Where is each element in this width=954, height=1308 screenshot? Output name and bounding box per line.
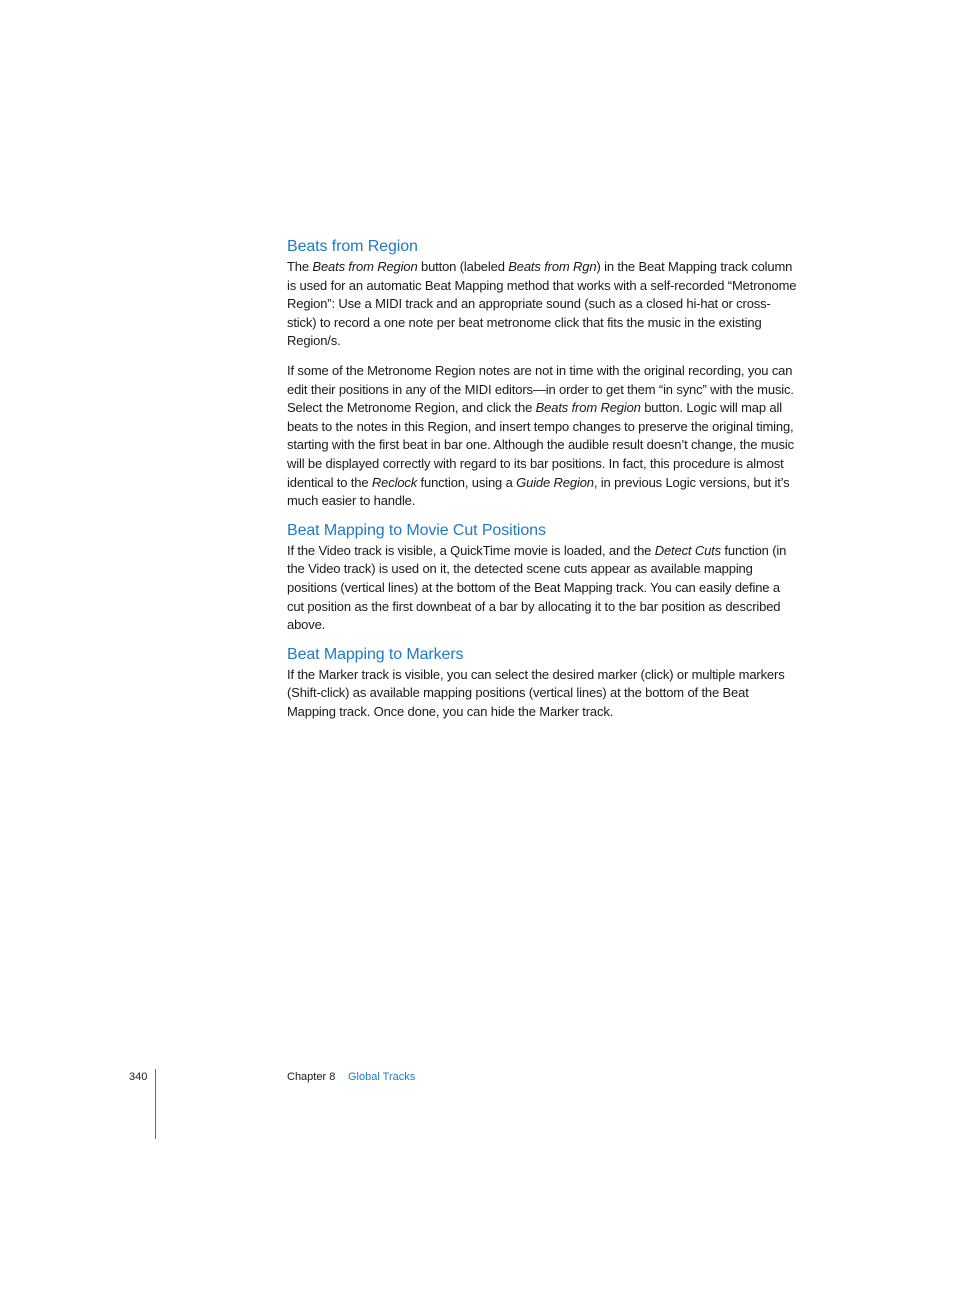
section-heading: Beat Mapping to Movie Cut Positions bbox=[287, 521, 546, 539]
section-beat-mapping-markers bbox=[287, 644, 797, 722]
page-number: 340 bbox=[129, 1071, 148, 1083]
footer-chapter-label: Chapter 8 bbox=[287, 1071, 336, 1083]
italic-term: Beats from Region bbox=[312, 259, 418, 274]
body-paragraph: The Beats from Region button (labeled Beats from Rgn) in the Beat Mapping track column is used for an automatic Beat Mapping method that works with a self-recorded “Metronome Region”: Use a MIDI track and an appropriate sound (such as a closed hi-hat or cross-stick) to record a one note per beat metronome click that fits the music in the existing Region/s. bbox=[287, 259, 797, 349]
italic-term: Detect Cuts bbox=[654, 542, 721, 558]
section-beats-from-region bbox=[287, 236, 797, 511]
body-paragraph: If some of the Metronome Region notes are not in time with the original recording, you can edit their positions in any of the MIDI editors—in order to get them “in sync” with the music. Select the Metronome Region, and click the Beats from Region button. Logic will map all beats to the notes in this Region, and insert tempo changes to preserve the original timing, starting with the first beat in bar one. Although the audible result doesn’t change, the music will be displayed correctly with regard to its bar positions. In fact, this procedure is almost identical to the Reclock function, using a Guide Region, in previous Logic versions, but it’s much easier to handle. bbox=[287, 362, 794, 509]
footer-divider bbox=[155, 1069, 156, 1139]
section-heading: Beat Mapping to Markers bbox=[287, 645, 464, 663]
section-heading: Beats from Region bbox=[287, 238, 418, 255]
italic-term: Guide Region bbox=[516, 474, 594, 490]
italic-term: Beats from Region bbox=[535, 400, 641, 416]
footer-chapter-title: Global Tracks bbox=[348, 1071, 416, 1083]
page-content bbox=[287, 236, 797, 732]
body-paragraph: If the Marker track is visible, you can select the desired marker (click) or multiple markers (Shift-click) as available mapping positions (vertical lines) at the bottom of the Beat Mapping track. Once done, you can hide the Marker track. bbox=[287, 666, 785, 719]
italic-term: Reclock bbox=[371, 474, 418, 490]
section-beat-mapping-movie-cuts bbox=[287, 520, 797, 635]
body-paragraph: If the Video track is visible, a QuickTime movie is loaded, and the Detect Cuts function (in the Video track) is used on it, the detected scene cuts appear as available mapping positions (vertical lines) at the bottom of the Beat Mapping track. You can easily define a cut position as the first downbeat of a bar by allocating it to the bar position as described above. bbox=[287, 542, 787, 633]
italic-term: Beats from Rgn bbox=[508, 259, 597, 274]
